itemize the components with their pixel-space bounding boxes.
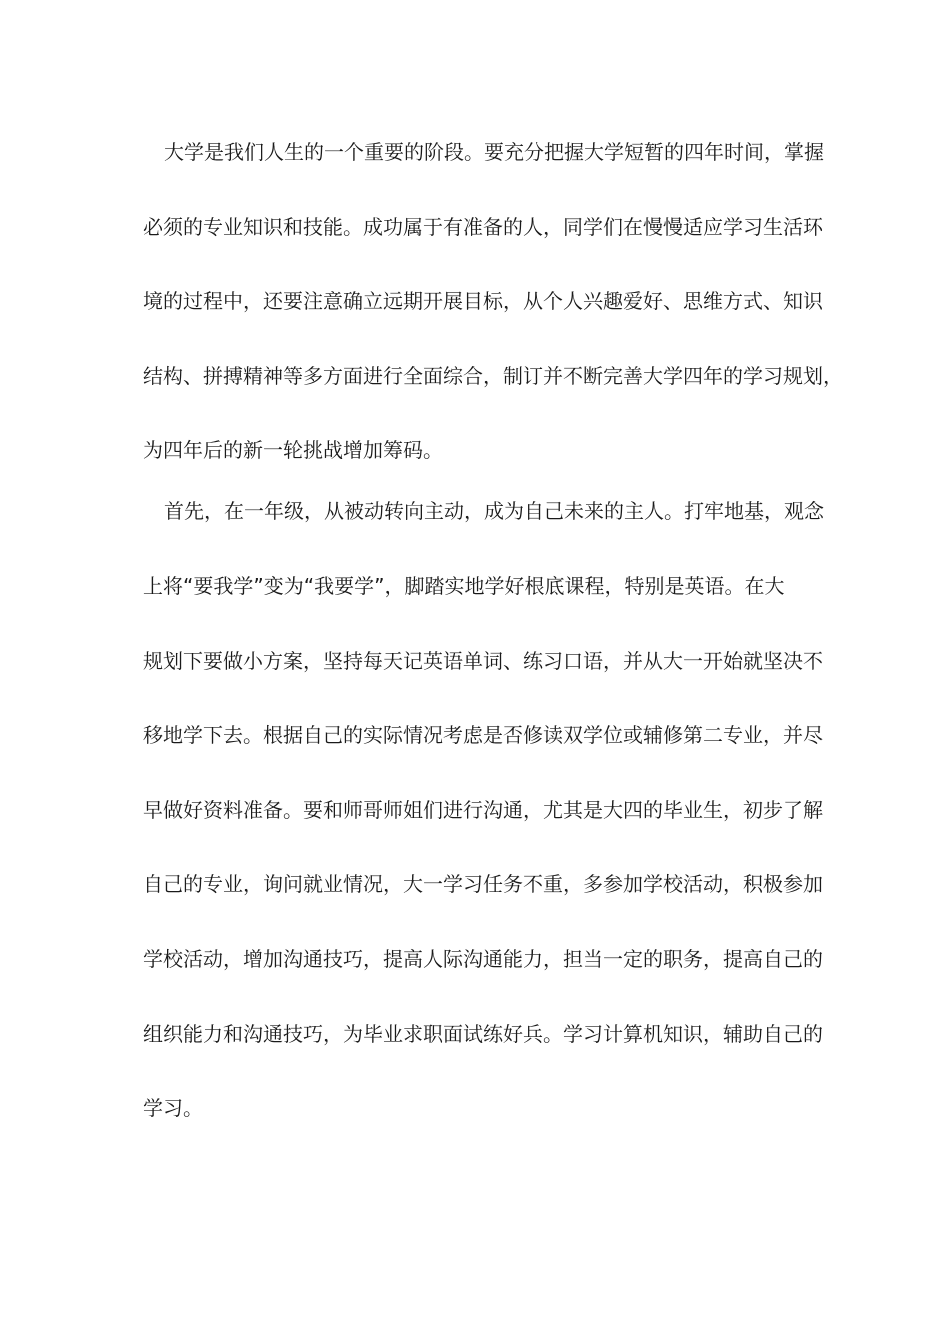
paragraph-1-line-5: 为四年后的新一轮挑战增加筹码。: [143, 438, 443, 462]
paragraph-2-line-4: 移地学下去。根据自己的实际情况考虑是否修读双学位或辅修第二专业，并尽: [143, 723, 823, 747]
paragraph-2-line-7: 学校活动，增加沟通技巧，提高人际沟通能力，担当一定的职务，提高自己的: [143, 947, 823, 971]
paragraph-2-line-8: 组织能力和沟通技巧，为毕业求职面试练好兵。学习计算机知识，辅助自己的: [143, 1022, 823, 1046]
paragraph-2-line-6: 自己的专业，询问就业情况，大一学习任务不重，多参加学校活动，积极参加: [143, 872, 823, 896]
paragraph-2-line-5: 早做好资料准备。要和师哥师姐们进行沟通，尤其是大四的毕业生，初步了解: [143, 798, 823, 822]
paragraph-2-line-1: 首先，在一年级，从被动转向主动，成为自己未来的主人。打牢地基，观念: [164, 499, 824, 523]
paragraph-1-line-4: 结构、拼搏精神等多方面进行全面综合，制订并不断完善大学四年的学习规划，: [143, 364, 843, 388]
paragraph-2-line-2: 上将“要我学”变为“我要学”，脚踏实地学好根底课程，特别是英语。在大: [143, 574, 785, 598]
paragraph-1-line-3: 境的过程中，还要注意确立远期开展目标，从个人兴趣爱好、思维方式、知识: [143, 289, 823, 313]
paragraph-1-line-1: 大学是我们人生的一个重要的阶段。要充分把握大学短暂的四年时间，掌握: [164, 140, 824, 164]
paragraph-1-line-2: 必须的专业知识和技能。成功属于有准备的人，同学们在慢慢适应学习生活环: [143, 215, 823, 239]
paragraph-2-line-9: 学习。: [143, 1096, 203, 1120]
paragraph-2-line-3: 规划下要做小方案，坚持每天记英语单词、练习口语，并从大一开始就坚决不: [143, 649, 823, 673]
